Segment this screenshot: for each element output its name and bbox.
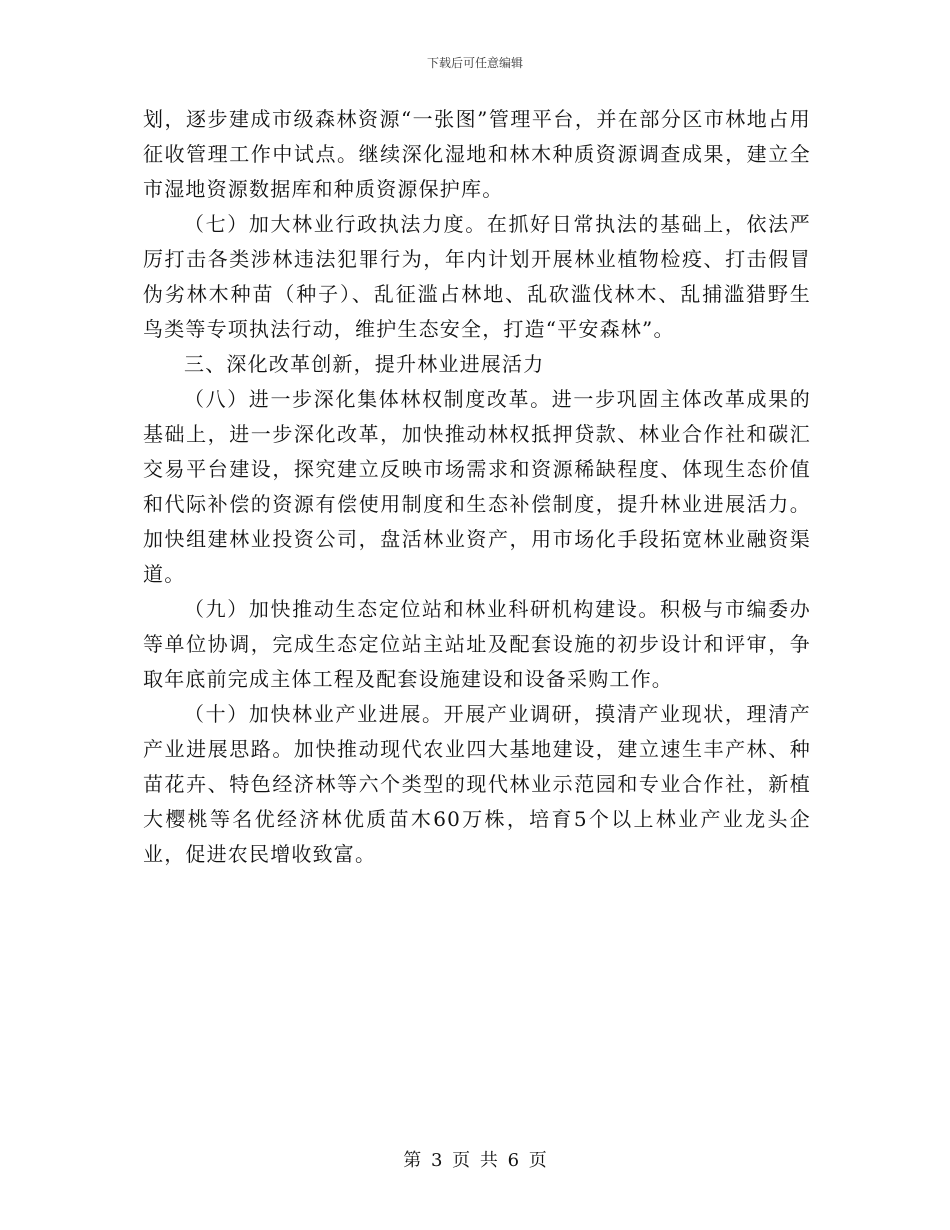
paragraph-continuation: 划，逐步建成市级森林资源“一张图”管理平台，并在部分区市林地占用征收管理工作中试点。继续深化湿地和林木种质资源调查成果，建立全市湿地资源数据库和种质资源保护库。 (143, 107, 811, 201)
paragraph-item-10: （十）加快林业产业进展。开展产业调研，摸清产业现状，理清产产业进展思路。加快推动现代农业四大基地建设，建立速生丰产林、种苗花卉、特色经济林等六个类型的现代林业示范园和专业合作社，新植大樱桃等名优经济林优质苗木60万株，培育5个以上林业产业龙头企业，促进农民增收致富。 (143, 702, 811, 866)
paragraph-item-8: （八）进一步深化集体林权制度改革。进一步巩固主体改革成果的基础上，进一步深化改革，加快推动林权抵押贷款、林业合作社和碳汇交易平台建设，探究建立反映市场需求和资源稀缺程度、体现生态价值和代际补偿的资源有偿使用制度和生态补偿制度，提升林业进展活力。加快组建林业投资公司，盘活林业资产，用市场化手段拓宽林业融资渠道。 (143, 387, 811, 586)
paragraph-item-9: （九）加快推动生态定位站和林业科研机构建设。积极与市编委办等单位协调，完成生态定位站主站址及配套设施的初步设计和评审，争取年底前完成主体工程及配套设施建设和设备采购工作。 (143, 597, 811, 691)
paragraph-item-7: （七）加大林业行政执法力度。在抓好日常执法的基础上，依法严厉打击各类涉林违法犯罪行为，年内计划开展林业植物检疫、打击假冒伪劣林木种苗（种子）、乱征滥占林地、乱砍滥伐林木、乱捕滥猎野生鸟类等专项执法行动，维护生态安全，打造“平安森林”。 (143, 212, 811, 341)
header-note: 下载后可任意编辑 (426, 56, 523, 70)
page-number: 第 3 页 共 6 页 (403, 1150, 547, 1171)
document-body (143, 102, 811, 872)
section-heading-3: 三、深化改革创新，提升林业进展活力 (184, 352, 545, 376)
